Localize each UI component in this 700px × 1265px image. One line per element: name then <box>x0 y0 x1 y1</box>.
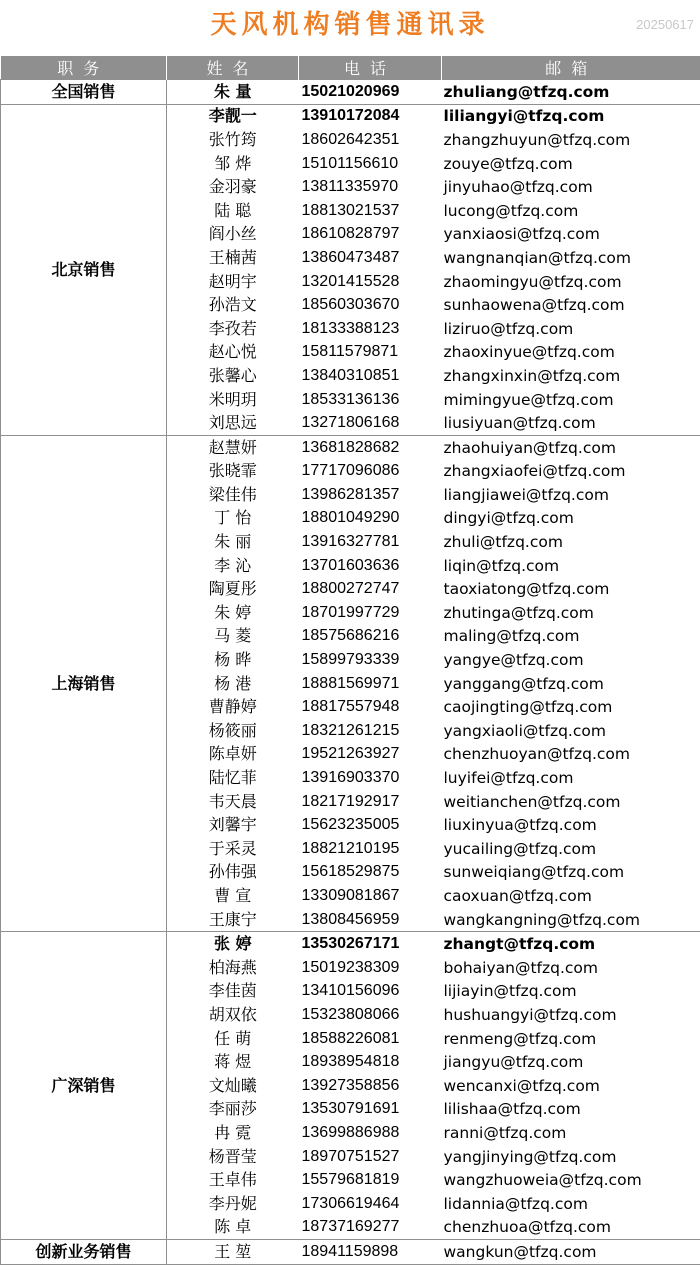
name-cell: 李 沁 <box>214 555 252 575</box>
name-cell: 丁 怡 <box>214 508 252 528</box>
name-cell: 王卓伟 <box>208 1170 257 1190</box>
name-cell: 陈 卓 <box>214 1217 252 1237</box>
email-cell: chenzhuoa@tfzq.com <box>442 1216 700 1240</box>
email-cell: yangjinying@tfzq.com <box>442 1145 700 1169</box>
name-cell: 李孜若 <box>208 318 257 338</box>
email-cell: liuxinyua@tfzq.com <box>442 813 700 837</box>
phone-cell: 15618529875 <box>301 863 400 881</box>
email-cell: sunhaowena@tfzq.com <box>442 293 700 317</box>
email-cell: yangye@tfzq.com <box>442 648 700 672</box>
email-cell: hushuangyi@tfzq.com <box>442 1003 700 1027</box>
name-cell: 刘思远 <box>208 413 257 433</box>
phone-cell: 15021020969 <box>299 80 442 105</box>
phone-cell: 18133388123 <box>301 319 400 337</box>
phone-cell: 15101156610 <box>301 154 399 172</box>
email-cell: liliangyi@tfzq.com <box>442 104 700 128</box>
phone-cell: 13840310851 <box>301 366 400 384</box>
name-cell: 梁佳伟 <box>208 484 257 504</box>
phone-cell: 18800272747 <box>301 580 400 598</box>
email-cell: liziruo@tfzq.com <box>442 317 700 341</box>
contact-table <box>0 56 700 1265</box>
email-cell: wencanxi@tfzq.com <box>442 1074 700 1098</box>
phone-cell: 17306619464 <box>301 1194 400 1212</box>
table-row <box>1 435 700 459</box>
name-cell: 赵心悦 <box>208 342 257 362</box>
email-cell: lijiayin@tfzq.com <box>442 980 700 1004</box>
name-cell: 张馨心 <box>208 365 257 385</box>
name-cell: 曹 宣 <box>214 885 252 905</box>
email-cell: zhaohuiyan@tfzq.com <box>442 435 700 459</box>
department-cell: 北京销售 <box>1 104 167 435</box>
phone-cell: 15811579871 <box>301 343 399 361</box>
name-cell: 王康宁 <box>208 909 257 929</box>
column-header-email: 邮箱 <box>442 56 700 80</box>
name-cell: 胡双依 <box>208 1004 257 1024</box>
phone-cell: 18821210195 <box>301 839 400 857</box>
email-cell: mimingyue@tfzq.com <box>442 388 700 412</box>
email-cell: zhangt@tfzq.com <box>442 932 700 956</box>
email-cell: yanggang@tfzq.com <box>442 672 700 696</box>
column-header-phone: 电话 <box>299 56 442 80</box>
name-cell: 李丹妮 <box>208 1193 257 1213</box>
phone-cell: 13916327781 <box>301 533 400 551</box>
email-cell: maling@tfzq.com <box>442 625 700 649</box>
phone-cell: 13271806168 <box>301 414 400 432</box>
name-cell: 王 堃 <box>167 1240 299 1265</box>
name-cell: 柏海燕 <box>208 957 257 977</box>
name-cell: 陆 聪 <box>214 200 252 220</box>
name-cell: 邹 烨 <box>214 153 252 173</box>
phone-cell: 13699886988 <box>301 1123 400 1141</box>
phone-cell: 15323808066 <box>301 1005 400 1023</box>
phone-cell: 13309081867 <box>301 886 400 904</box>
email-cell: dingyi@tfzq.com <box>442 507 700 531</box>
name-cell: 陆忆菲 <box>208 768 257 788</box>
phone-cell: 18610828797 <box>301 225 400 243</box>
phone-cell: 13910172084 <box>299 104 442 128</box>
name-cell: 张晓霏 <box>208 461 257 481</box>
email-cell: liangjiawei@tfzq.com <box>442 483 700 507</box>
email-cell: yanxiaosi@tfzq.com <box>442 223 700 247</box>
phone-cell: 18701997729 <box>301 603 400 621</box>
email-cell: lucong@tfzq.com <box>442 199 700 223</box>
email-cell: zhuliang@tfzq.com <box>442 80 700 105</box>
phone-cell: 13681828682 <box>299 435 442 459</box>
phone-cell: 13530267171 <box>299 932 442 956</box>
name-cell: 杨筱丽 <box>208 720 257 740</box>
table-row <box>1 932 700 956</box>
phone-cell: 18588226081 <box>301 1029 400 1047</box>
email-cell: caoxuan@tfzq.com <box>442 884 700 908</box>
email-cell: weitianchen@tfzq.com <box>442 790 700 814</box>
email-cell: renmeng@tfzq.com <box>442 1027 700 1051</box>
email-cell: lilishaa@tfzq.com <box>442 1098 700 1122</box>
phone-cell: 18737169277 <box>301 1218 400 1236</box>
name-cell: 杨 晔 <box>214 650 252 670</box>
email-cell: zhangxiaofei@tfzq.com <box>442 460 700 484</box>
phone-cell: 18881569971 <box>301 674 400 692</box>
email-cell: liusiyuan@tfzq.com <box>442 411 700 435</box>
email-cell: bohaiyan@tfzq.com <box>442 956 700 980</box>
phone-cell: 18560303670 <box>301 296 400 314</box>
email-cell: wangkun@tfzq.com <box>442 1240 700 1265</box>
department-cell: 广深销售 <box>1 932 167 1240</box>
name-cell: 赵慧妍 <box>167 435 299 459</box>
name-cell: 陈卓妍 <box>208 744 257 764</box>
table-header <box>1 56 700 80</box>
name-cell: 马 菱 <box>214 626 252 646</box>
phone-cell: 18941159898 <box>299 1240 442 1265</box>
email-cell: sunweiqiang@tfzq.com <box>442 861 700 885</box>
name-cell: 文灿曦 <box>208 1075 257 1095</box>
name-cell: 李佳茵 <box>208 981 257 1001</box>
name-cell: 冉 霓 <box>214 1122 252 1142</box>
phone-cell: 13530791691 <box>301 1100 400 1118</box>
phone-cell: 13916903370 <box>301 769 400 787</box>
name-cell: 刘馨宇 <box>208 815 257 835</box>
department-cell: 上海销售 <box>1 435 167 931</box>
name-cell: 米明玥 <box>208 389 257 409</box>
email-cell: yucailing@tfzq.com <box>442 837 700 861</box>
email-cell: jiangyu@tfzq.com <box>442 1050 700 1074</box>
email-cell: lidannia@tfzq.com <box>442 1192 700 1216</box>
phone-cell: 18321261215 <box>301 721 400 739</box>
phone-cell: 13410156096 <box>301 982 400 1000</box>
phone-cell: 18801049290 <box>301 509 400 527</box>
name-cell: 陶夏彤 <box>208 579 257 599</box>
phone-cell: 17717096086 <box>301 462 400 480</box>
table-row <box>1 1240 700 1265</box>
name-cell: 朱 丽 <box>214 532 252 552</box>
department-cell: 全国销售 <box>1 80 167 105</box>
phone-cell: 15623235005 <box>301 816 400 834</box>
name-cell: 朱 婷 <box>214 602 252 622</box>
phone-cell: 13986281357 <box>301 485 400 503</box>
name-cell: 张竹筠 <box>208 129 257 149</box>
phone-cell: 13701603636 <box>301 556 400 574</box>
phone-cell: 13927358856 <box>301 1076 400 1094</box>
name-cell: 任 萌 <box>214 1028 252 1048</box>
name-cell: 金羽豪 <box>208 177 257 197</box>
name-cell: 于采灵 <box>208 838 257 858</box>
email-cell: wangzhuoweia@tfzq.com <box>442 1168 700 1192</box>
name-cell: 李丽莎 <box>208 1099 257 1119</box>
email-cell: zouye@tfzq.com <box>442 152 700 176</box>
column-header-name: 姓名 <box>167 56 299 80</box>
email-cell: jinyuhao@tfzq.com <box>442 175 700 199</box>
email-cell: caojingting@tfzq.com <box>442 695 700 719</box>
email-cell: zhutinga@tfzq.com <box>442 601 700 625</box>
email-cell: wangkangning@tfzq.com <box>442 908 700 932</box>
name-cell: 杨晋莹 <box>208 1146 257 1166</box>
table-row <box>1 80 700 105</box>
name-cell: 孙浩文 <box>208 295 257 315</box>
email-cell: yangxiaoli@tfzq.com <box>442 719 700 743</box>
phone-cell: 13808456959 <box>301 910 400 928</box>
phone-cell: 15579681819 <box>301 1171 400 1189</box>
phone-cell: 18533136136 <box>301 390 400 408</box>
email-cell: zhangzhuyun@tfzq.com <box>442 128 700 152</box>
phone-cell: 18817557948 <box>301 698 400 716</box>
date-label: 20250617 <box>636 17 694 32</box>
email-cell: luyifei@tfzq.com <box>442 766 700 790</box>
name-cell: 曹静婷 <box>208 697 257 717</box>
name-cell: 李靓一 <box>167 104 299 128</box>
email-cell: zhangxinxin@tfzq.com <box>442 364 700 388</box>
table-body <box>1 80 700 1265</box>
phone-cell: 18970751527 <box>301 1147 400 1165</box>
phone-cell: 19521263927 <box>301 745 400 763</box>
email-cell: wangnanqian@tfzq.com <box>442 246 700 270</box>
name-cell: 孙伟强 <box>208 862 257 882</box>
email-cell: zhaoxinyue@tfzq.com <box>442 341 700 365</box>
phone-cell: 18602642351 <box>301 130 400 148</box>
phone-cell: 13811335970 <box>301 178 399 196</box>
column-header-role: 职务 <box>1 56 167 80</box>
name-cell: 蒋 煜 <box>214 1052 252 1072</box>
phone-cell: 18217192917 <box>301 792 400 810</box>
email-cell: chenzhuoyan@tfzq.com <box>442 743 700 767</box>
name-cell: 阎小丝 <box>208 224 257 244</box>
name-cell: 张 婷 <box>167 932 299 956</box>
email-cell: taoxiatong@tfzq.com <box>442 577 700 601</box>
phone-cell: 15899793339 <box>301 651 400 669</box>
phone-cell: 18575686216 <box>301 627 400 645</box>
phone-cell: 13860473487 <box>301 248 400 266</box>
email-cell: zhaomingyu@tfzq.com <box>442 270 700 294</box>
page-title: 天风机构销售通讯录 <box>210 10 490 40</box>
phone-cell: 18813021537 <box>301 201 400 219</box>
name-cell: 韦天晨 <box>208 791 257 811</box>
email-cell: ranni@tfzq.com <box>442 1121 700 1145</box>
email-cell: liqin@tfzq.com <box>442 554 700 578</box>
name-cell: 王楠茜 <box>208 247 257 267</box>
name-cell: 赵明宇 <box>208 271 257 291</box>
name-cell: 朱 量 <box>167 80 299 105</box>
phone-cell: 13201415528 <box>301 272 400 290</box>
email-cell: zhuli@tfzq.com <box>442 530 700 554</box>
phone-cell: 18938954818 <box>301 1053 400 1071</box>
table-row <box>1 104 700 128</box>
department-cell: 创新业务销售 <box>1 1240 167 1265</box>
name-cell: 杨 港 <box>214 673 252 693</box>
phone-cell: 15019238309 <box>301 958 400 976</box>
